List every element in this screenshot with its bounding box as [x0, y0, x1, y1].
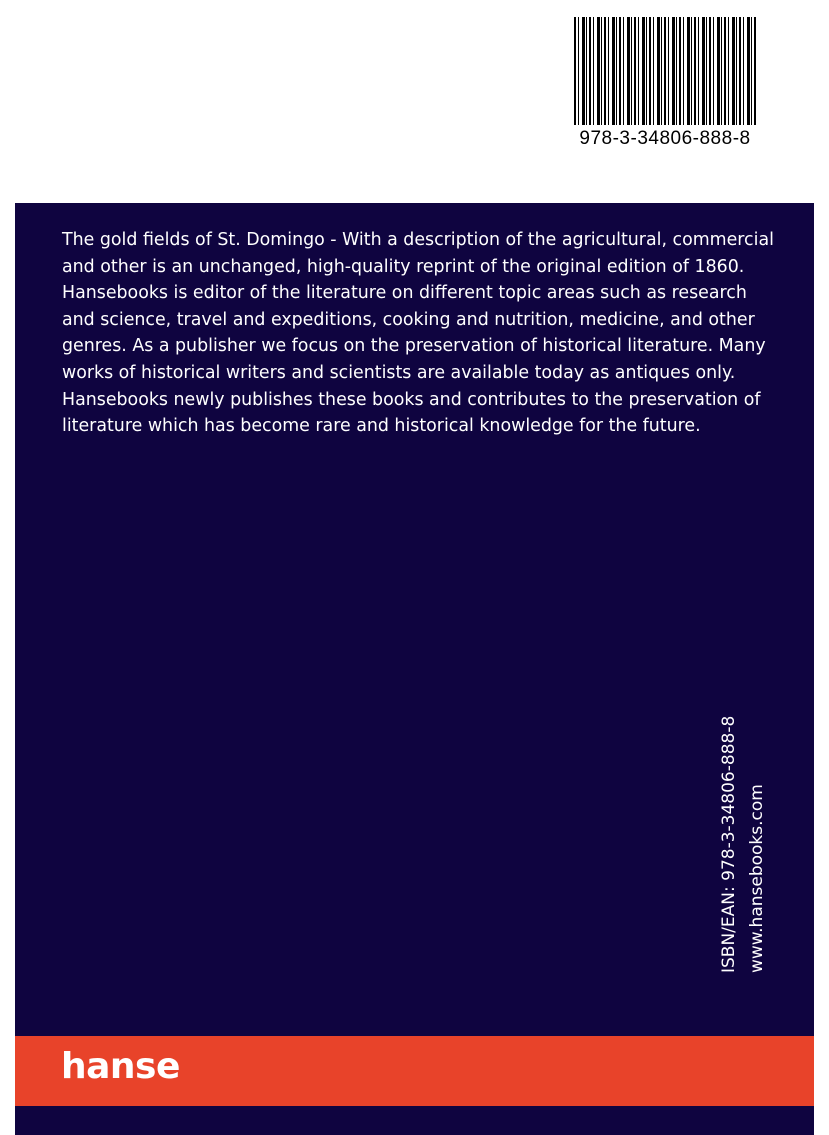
blurb-paragraph-2: Hansebooks is editor of the literature on different topic areas such as research and science, travel and expeditions, cooking and nutrition, medicine, and other genres. As a publisher we focus on the preservation of historical literature. Many works of historical writers and scientists are available today as antiques only. Hansebooks newly publishes these books and contributes to the preservation of literature which has become rare and historical knowledge for the future.	[62, 283, 766, 437]
vertical-publisher-info	[715, 703, 771, 973]
barcode-number: 978-3-34806-888-8	[579, 128, 751, 149]
website-label: www.hansebooks.com	[747, 784, 767, 973]
blurb-text	[62, 227, 782, 440]
barcode-bars	[574, 17, 756, 125]
isbn-label: ISBN/EAN: 978-3-34806-888-8	[719, 715, 739, 973]
publisher-band	[15, 1036, 814, 1106]
back-cover	[15, 203, 814, 1135]
barcode	[574, 17, 756, 152]
hanse-logo: hanse	[61, 1046, 180, 1087]
blurb-paragraph-1: The gold fields of St. Domingo - With a description of the agricultural, commercial and other is an unchanged, high-quality reprint of the original edition of 1860.	[62, 230, 774, 277]
